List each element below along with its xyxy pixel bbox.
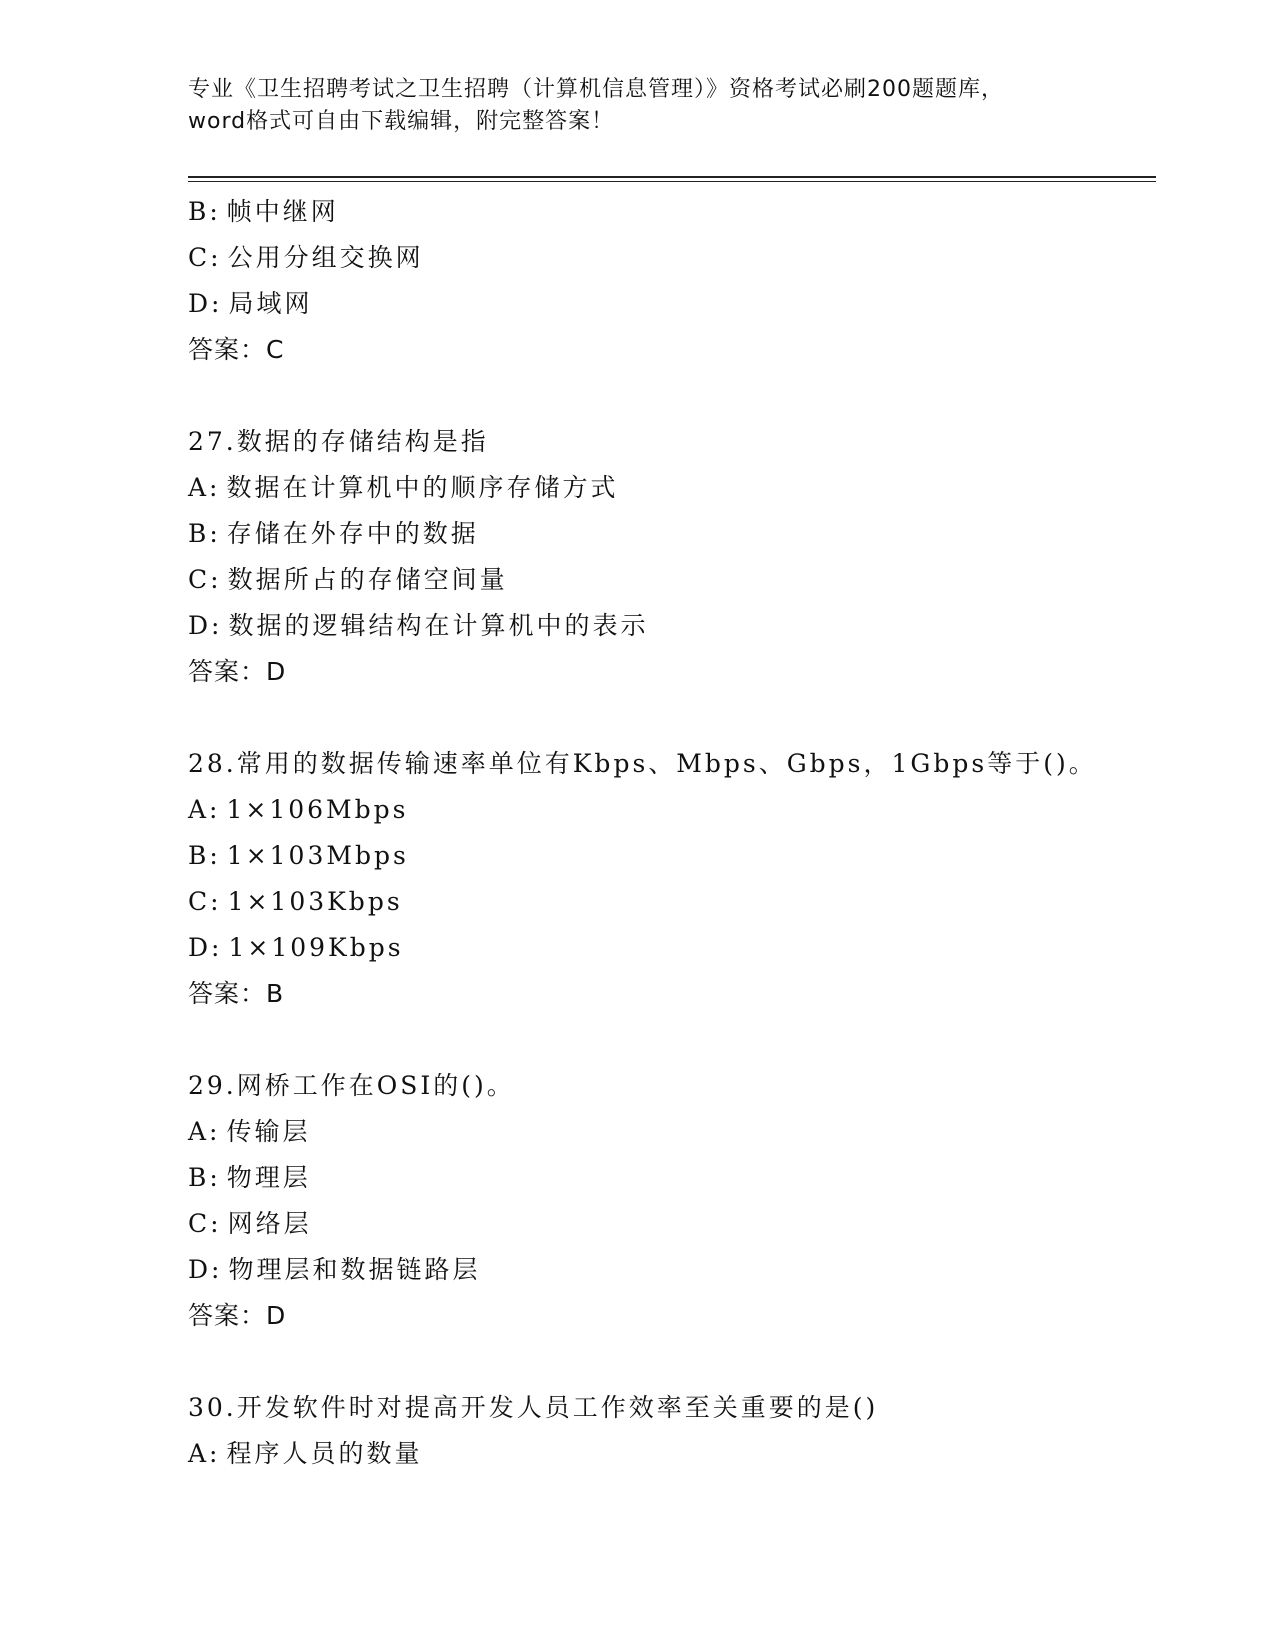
option-label: D:	[188, 933, 223, 962]
option-text: 公用分组交换网	[227, 243, 424, 272]
option-label: D:	[188, 289, 223, 318]
answer-text: 答案：D	[188, 1301, 287, 1330]
option-text: 数据的逻辑结构在计算机中的表示	[228, 611, 649, 640]
option-label: A:	[188, 795, 221, 824]
option-text: 数据在计算机中的顺序存储方式	[226, 473, 619, 502]
option-text: 帧中继网	[226, 197, 339, 226]
answer-text: 答案：B	[188, 979, 285, 1008]
option-text: 存储在外存中的数据	[226, 519, 479, 548]
option-text: 数据所占的存储空间量	[227, 565, 508, 594]
answer-text: 答案：D	[188, 657, 287, 686]
block-spacer	[188, 1339, 1148, 1385]
option-label: B:	[188, 519, 221, 548]
option-item	[188, 603, 1148, 649]
option-text: 1×109Kbps	[228, 933, 404, 962]
header-line-2: word格式可自由下载编辑，附完整答案！	[188, 109, 615, 134]
option-label: B:	[188, 1163, 221, 1192]
option-text: 1×106Mbps	[226, 795, 409, 824]
header-divider-thin	[188, 181, 1156, 182]
option-text: 局域网	[228, 289, 313, 318]
option-text: 1×103Mbps	[226, 841, 409, 870]
option-text: 网络层	[227, 1209, 312, 1238]
option-item	[188, 925, 1148, 971]
option-item	[188, 1155, 1148, 1201]
block-spacer	[188, 695, 1148, 741]
option-label: B:	[188, 197, 221, 226]
header-line-1: 专业《卫生招聘考试之卫生招聘（计算机信息管理）》资格考试必刷200题题库，	[188, 77, 1004, 102]
option-item	[188, 1247, 1148, 1293]
option-text: 传输层	[226, 1117, 311, 1146]
block-spacer	[188, 373, 1148, 419]
question-text: 27.数据的存储结构是指	[188, 427, 489, 456]
question-text: 28.常用的数据传输速率单位有Kbps、Mbps、Gbps，1Gbps等于()。	[188, 749, 1097, 778]
option-label: C:	[188, 565, 222, 594]
option-item	[188, 787, 1148, 833]
option-label: A:	[188, 1117, 221, 1146]
question-text: 29.网桥工作在OSI的()。	[188, 1071, 515, 1100]
option-item	[188, 1201, 1148, 1247]
option-item	[188, 833, 1148, 879]
answer-text: 答案：C	[188, 335, 285, 364]
header-divider-thick	[188, 176, 1156, 178]
document-header	[188, 74, 1088, 138]
option-label: C:	[188, 243, 222, 272]
option-label: A:	[188, 1439, 221, 1468]
option-item	[188, 557, 1148, 603]
option-item	[188, 465, 1148, 511]
question-text: 30.开发软件时对提高开发人员工作效率至关重要的是()	[188, 1393, 879, 1422]
option-label: B:	[188, 841, 221, 870]
question-list	[188, 189, 1148, 1477]
option-item	[188, 189, 1148, 235]
option-label: C:	[188, 1209, 222, 1238]
option-label: C:	[188, 887, 222, 916]
option-item	[188, 281, 1148, 327]
block-spacer	[188, 1017, 1148, 1063]
option-text: 1×103Kbps	[227, 887, 403, 916]
option-item	[188, 511, 1148, 557]
option-text: 程序人员的数量	[226, 1439, 423, 1468]
option-label: A:	[188, 473, 221, 502]
option-label: D:	[188, 1255, 223, 1284]
option-text: 物理层	[226, 1163, 311, 1192]
option-item	[188, 1431, 1148, 1477]
option-item	[188, 1109, 1148, 1155]
option-item	[188, 235, 1148, 281]
option-label: D:	[188, 611, 223, 640]
option-item	[188, 879, 1148, 925]
option-text: 物理层和数据链路层	[228, 1255, 481, 1284]
